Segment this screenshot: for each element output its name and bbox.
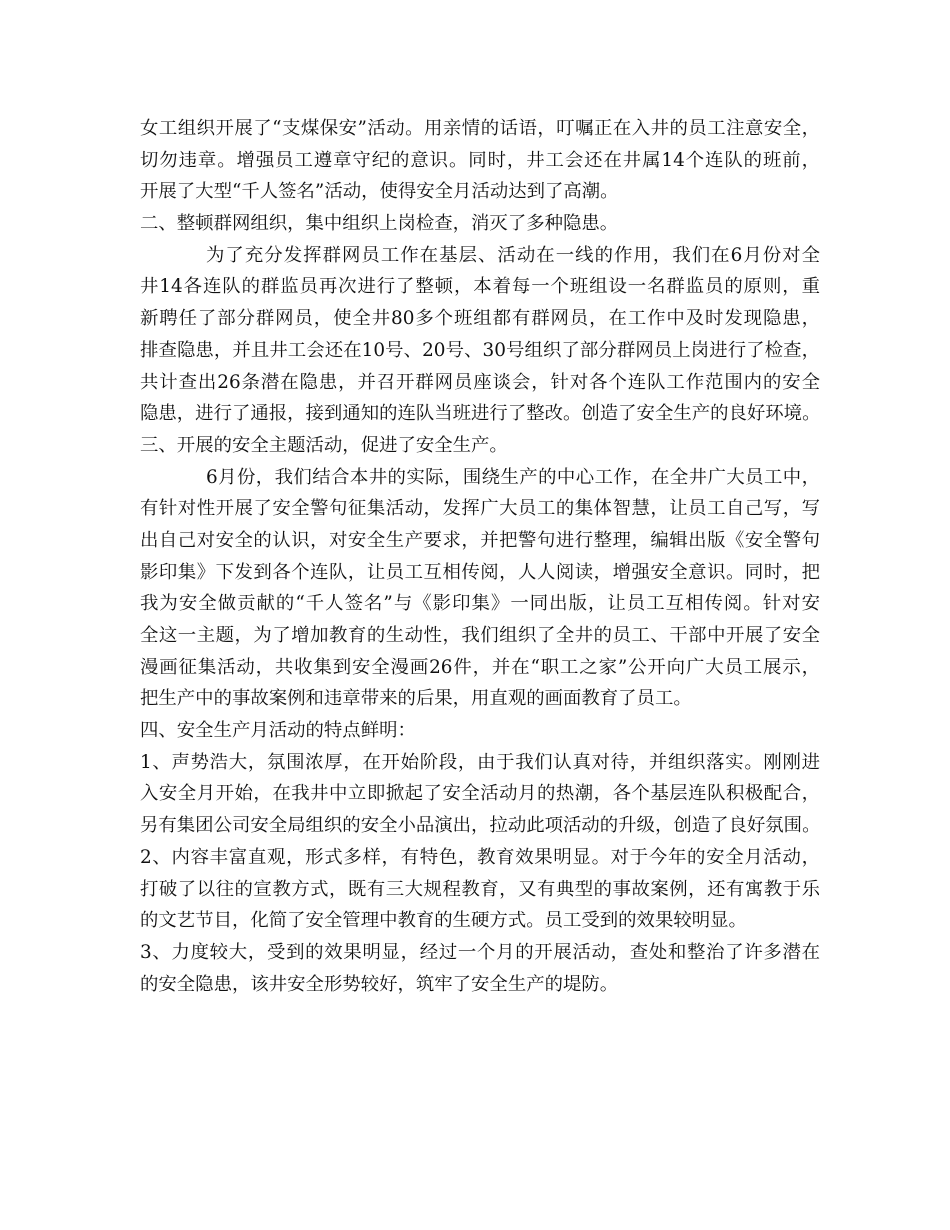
document-page [140,113,820,1000]
text-line: 共计查出26条潜在隐患，并召开群网员座谈会，针对各个连队工作范围内的安全 [140,371,820,393]
text-line: 影印集》下发到各个连队，让员工互相传阅，人人阅读，增强安全意识。同时，把 [140,561,820,583]
text-line: 1、声势浩大，氛围浓厚，在开始阶段，由于我们认真对待，并组织落实。刚刚进 [140,751,820,773]
text-line: 打破了以往的宣教方式，既有三大规程教育，又有典型的事故案例，还有寓教于乐 [140,878,820,900]
text-line: 有针对性开展了安全警句征集活动，发挥广大员工的集体智慧，让员工自己写，写 [140,498,820,520]
text-line: 全这一主题，为了增加教育的生动性，我们组织了全井的员工、干部中开展了安全 [140,625,820,646]
text-line: 排查隐患，并且井工会还在10号、20号、30号组织了部分群网员上岗进行了检查， [140,339,820,361]
text-line: 开展了大型“千人签名”活动，使得安全月活动达到了高潮。 [140,181,619,203]
text-line: 漫画征集活动，共收集到安全漫画26件，并在“职工之家”公开向广大员工展示， [140,656,820,678]
text-line: 井14各连队的群监员再次进行了整顿，本着每一个班组设一名群监员的原则，重 [140,276,820,298]
text-line: 新聘任了部分群网员，使全井80多个班组都有群网员，在工作中及时发现隐患， [140,308,820,330]
text-line: 另有集团公司安全局组织的安全小品演出，拉动此项活动的升级，创造了良好氛围。 [140,815,821,837]
text-line: 把生产中的事故案例和违章带来的后果，用直观的画面教育了员工。 [140,688,692,710]
text-line: 的安全隐患，该井安全形势较好，筑牢了安全生产的堤防。 [140,973,619,995]
text-line: 入安全月开始，在我井中立即掀起了安全活动月的热潮，各个基层连队积极配合， [140,783,820,805]
text-line: 出自己对安全的认识，对安全生产要求，并把警句进行整理，编辑出版《安全警句 [140,529,820,551]
text-line: 三、开展的安全主题活动，促进了安全生产。 [140,434,508,456]
text-line: 女工组织开展了“支煤保安”活动。用亲情的话语，叮嘱正在入井的员工注意安全， [140,118,820,139]
text-line: 2、内容丰富直观，形式多样，有特色，教育效果明显。对于今年的安全月活动， [140,846,820,868]
text-line: 切勿违章。增强员工遵章守纪的意识。同时，井工会还在井属14个连队的班前， [140,149,820,171]
text-line: 隐患，进行了通报，接到通知的连队当班进行了整改。创造了安全生产的良好环境。 [140,403,821,425]
text-line: 的文艺节目，化简了安全管理中教育的生硬方式。员工受到的效果较明显。 [140,910,747,932]
text-line: 二、整顿群网组织，集中组织上岗检查，消灭了多种隐患。 [140,213,619,235]
text-line: 3、力度较大，受到的效果明显，经过一个月的开展活动，查处和整治了许多潜在 [140,941,820,963]
text-line: 6月份，我们结合本井的实际，围绕生产的中心工作，在全井广大员工中， [206,466,820,488]
text-line: 为了充分发挥群网员工作在基层、活动在一线的作用，我们在6月份对全 [206,244,820,266]
text-line: 我为安全做贡献的“千人签名”与《影印集》一同出版，让员工互相传阅。针对安 [140,593,820,615]
text-line: 四、安全生产月活动的特点鲜明： [140,720,416,742]
